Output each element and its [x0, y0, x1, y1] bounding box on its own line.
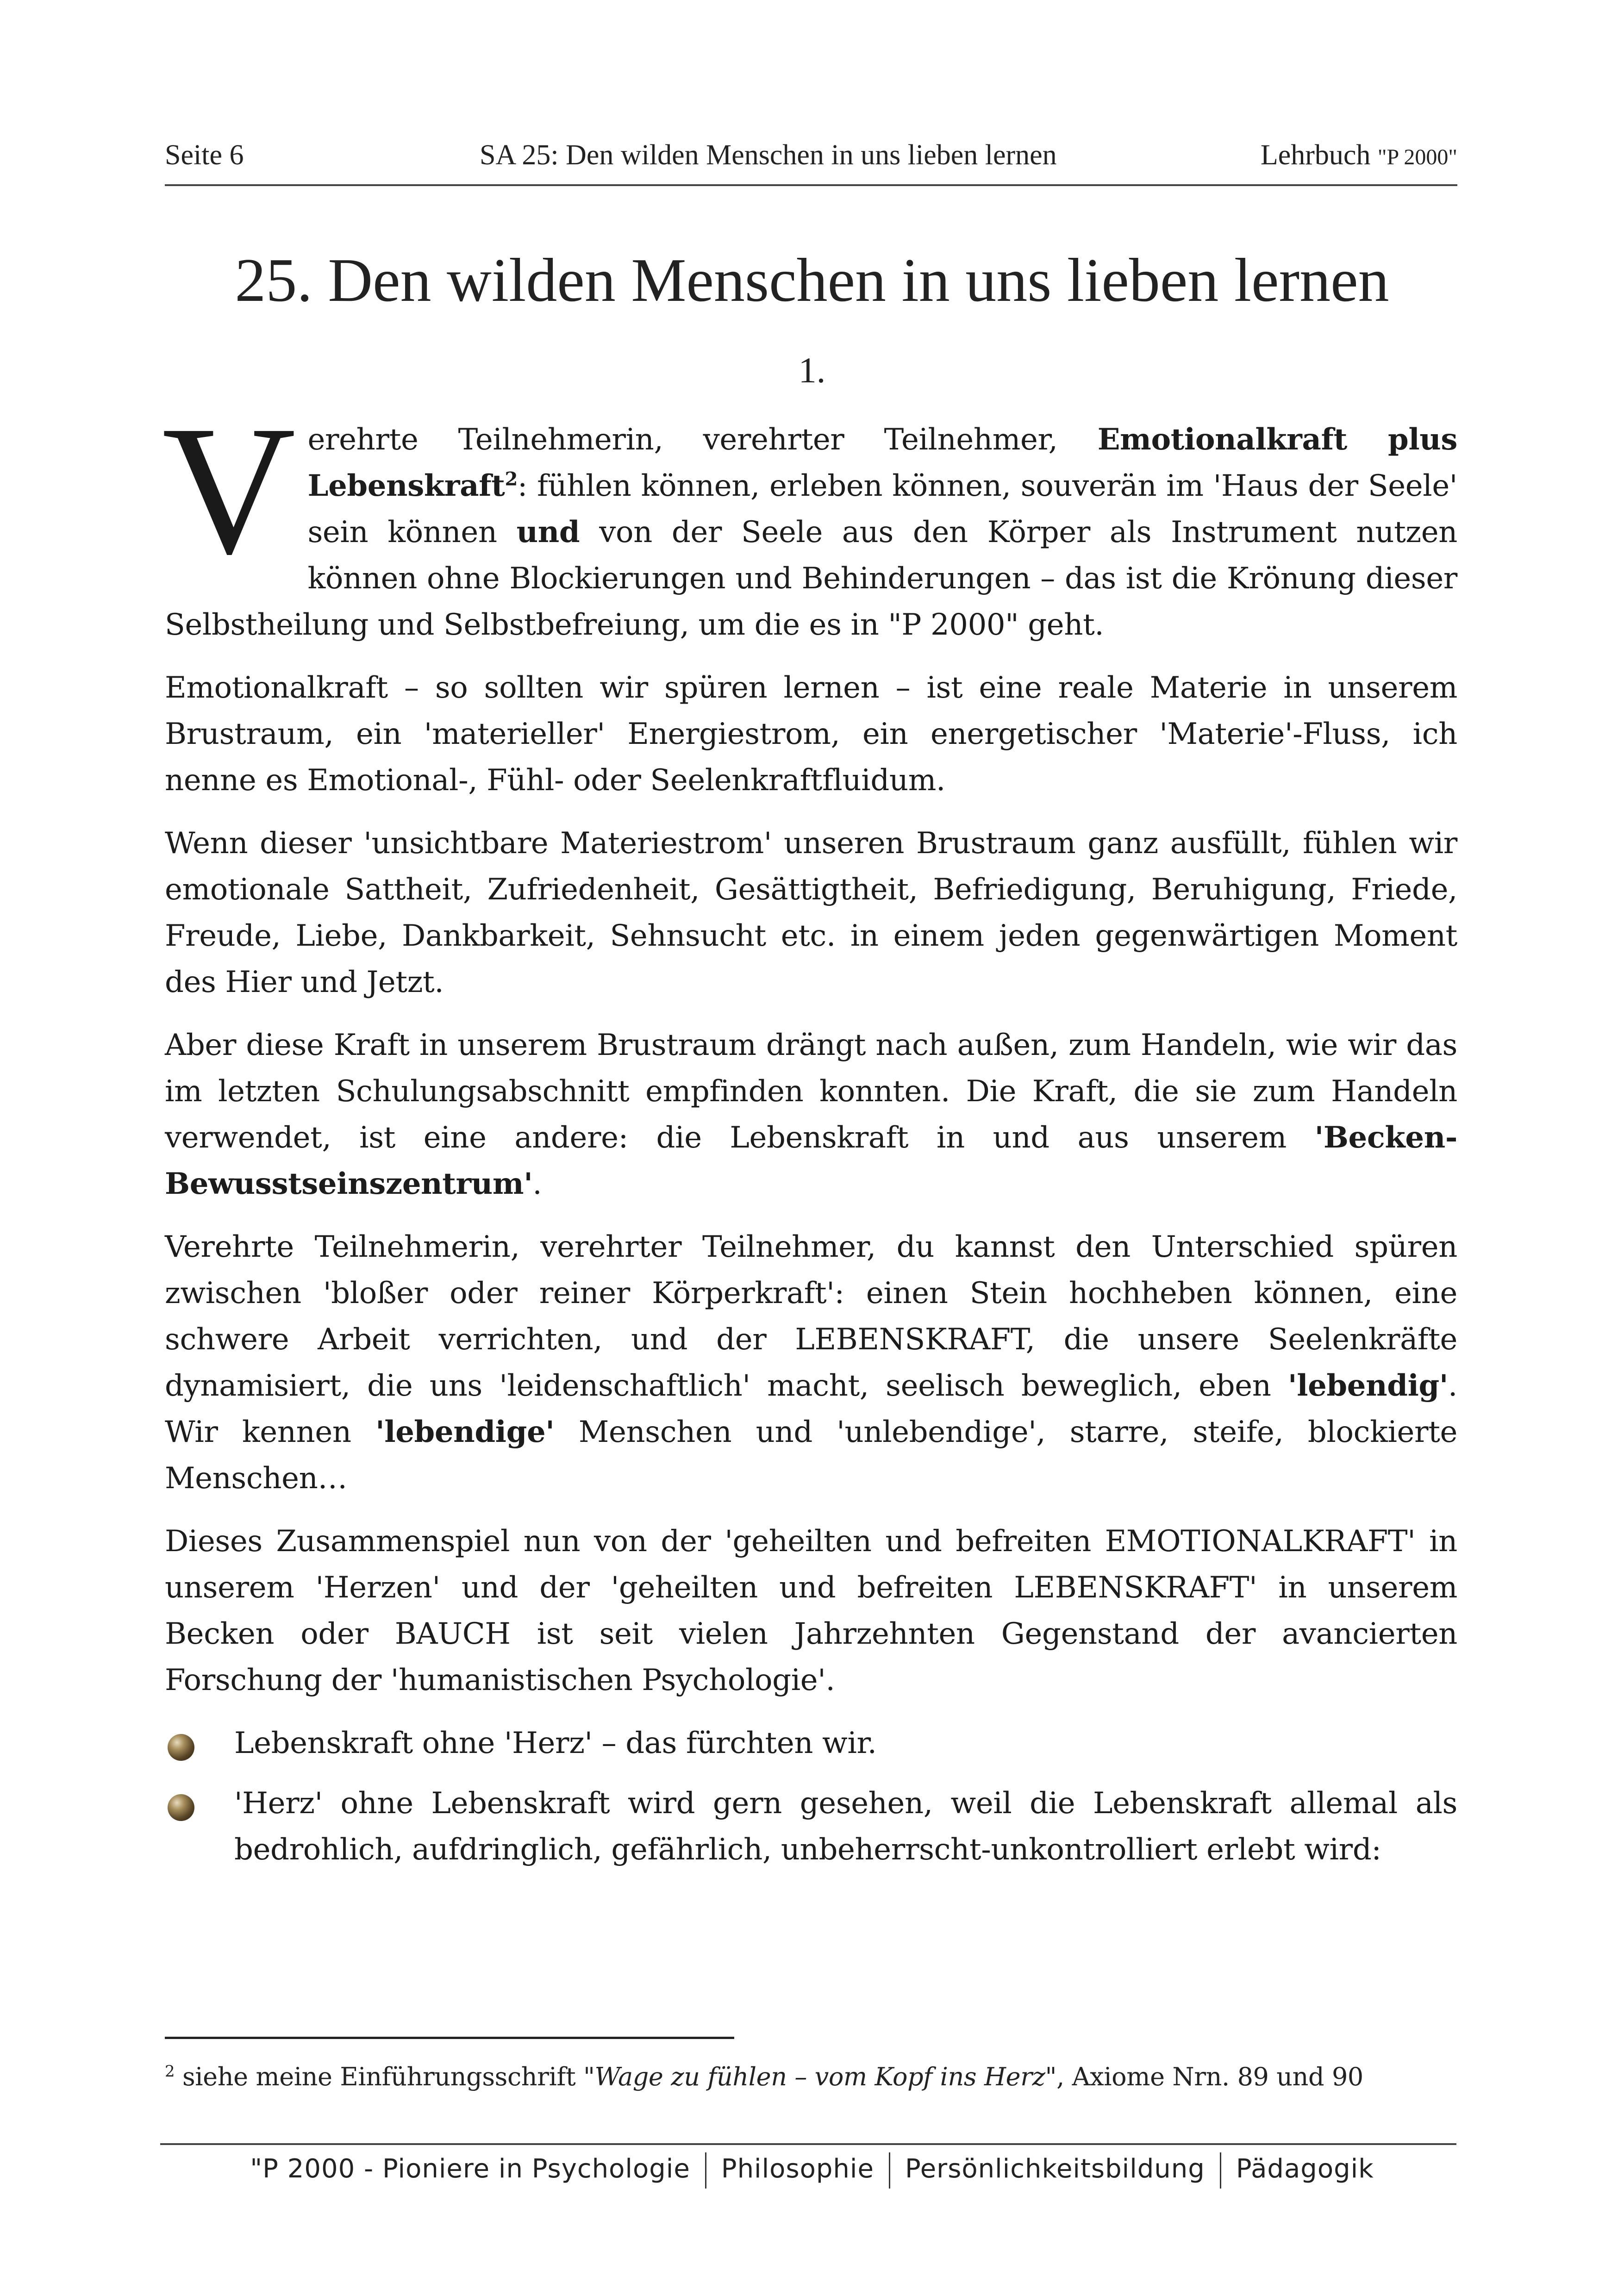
header-book-title — [1261, 139, 1457, 172]
drop-cap: V — [162, 387, 296, 592]
footer-item: Philosophie — [721, 2154, 874, 2184]
body-text — [162, 387, 1458, 1887]
bullet-ball-icon — [168, 1794, 194, 1821]
page-number: Seite 6 — [165, 139, 244, 171]
chapter-title: 25. Den wilden Menschen in uns lieben lernen — [235, 246, 1389, 314]
text-run: von der Seele aus den Körper als Instrument nutzen können ohne Blockierungen und Behinderungen – das ist die Krönung dieser Selbstheilung und Selbstbefreiung, um die es in "P 2000" geht. — [165, 515, 1458, 642]
list-item-text: 'Herz' ohne Lebenskraft wird gern gesehen, weil die Lebenskraft allemal als bedrohlich, aufdringlich, gefährlich, unbeherrscht-unkontrolliert erlebt wird: — [234, 1786, 1457, 1867]
paragraph-3: Wenn dieser 'unsichtbare Materiestrom' unseren Brustraum ganz ausfüllt, fühlen wir emotionale Sattheit, Zufriedenheit, Gesättigtheit, Befriedigung, Beruhigung, Friede, Freude, Liebe, Dankbarkeit, Sehnsucht etc. in einem jeden gegenwärtigen Moment des Hier und Jetzt. — [165, 826, 1457, 999]
paragraph-1 — [162, 387, 1458, 648]
header-section-title: SA 25: Den wilden Menschen in uns lieben lernen — [480, 139, 1057, 171]
text-run: Verehrte Teilnehmerin, verehrter Teilnehmer, du kannst den Unterschied spüren zwischen 'bloßer oder reiner Körperkraft': einen Stein hochheben können, eine schwere Arbeit verrichten, und der LEBENSKRAFT, die unsere Seelenkräfte dynamisiert, die uns 'leidenschaftlich' macht, seelisch beweglich, eben — [165, 1230, 1457, 1403]
book-prefix: Lehrbuch — [1260, 139, 1378, 171]
footnote-rule — [165, 2037, 734, 2039]
book-name: "P 2000" — [1377, 145, 1457, 169]
page-footer — [0, 2152, 1624, 2189]
footer-item: Persönlichkeitsbildung — [905, 2154, 1205, 2184]
header-rule — [165, 184, 1457, 186]
text-run: Aber diese Kraft in unserem Brustraum drängt nach außen, zum Handeln, wie wir das im letzten Schulungsabschnitt empfinden konnten. Die Kraft, die sie zum Handeln verwendet, ist eine andere: die Lebenskraft in und aus unserem — [165, 1028, 1457, 1155]
bold-phrase: 'Becken-Bewusstseinszentrum' — [165, 1120, 1457, 1201]
footnote-text: , Axiome Nrn. 89 und 90 — [1056, 2062, 1363, 2091]
running-header — [165, 139, 1457, 185]
bullet-ball-icon — [168, 1734, 194, 1761]
footer-item: Pädagogik — [1236, 2154, 1374, 2184]
text-run: Menschen und 'unlebendige', starre, steife, blockierte Menschen… — [165, 1415, 1457, 1496]
footer-separator — [889, 2152, 890, 2189]
bold-word: 'lebendig' — [1288, 1368, 1449, 1403]
footnote-marker: 2 — [165, 2062, 175, 2081]
footnote — [165, 2062, 1457, 2091]
footnote-text: siehe meine Einführungsschrift — [175, 2062, 584, 2091]
text-run: erehrte Teilnehmerin, verehrter Teilnehmer, — [307, 423, 1098, 457]
list-item — [165, 1780, 1457, 1873]
paragraph-4 — [165, 1022, 1457, 1207]
paragraph-5 — [165, 1224, 1457, 1502]
list-item — [165, 1720, 1457, 1766]
footnote-title: "Wage zu fühlen – vom Kopf ins Herz" — [583, 2062, 1057, 2091]
list-item-text: Lebenskraft ohne 'Herz' – das fürchten wir. — [234, 1726, 877, 1760]
section-number: 1. — [798, 350, 826, 390]
footer-separator — [1220, 2152, 1221, 2189]
text-run: . — [532, 1167, 542, 1201]
bold-word: und — [516, 515, 580, 549]
footer-separator — [705, 2152, 706, 2189]
bold-phrase: Emotionalkraft plus Lebenskraft — [307, 422, 1457, 503]
footnote-reference[interactable]: 2 — [505, 468, 518, 490]
footer-item: "P 2000 - Pioniere in Psychologie — [250, 2154, 690, 2184]
footer-rule — [160, 2143, 1456, 2145]
bold-word: 'lebendige' — [375, 1415, 555, 1449]
paragraph-6: Dieses Zusammenspiel nun von der 'geheilten und befreiten EMOTIONALKRAFT' in unserem 'Herzen' und der 'geheilten und befreiten LEBENSKRAFT' in unserem Becken oder BAUCH ist seit vielen Jahrzehnten Gegenstand der avancierten Forschung der 'humanistischen Psychologie'. — [165, 1524, 1457, 1697]
text-run: : fühlen können, erleben können, souverän im 'Haus der Seele' sein können — [307, 469, 1457, 549]
text-run: . Wir kennen — [165, 1369, 1457, 1449]
bullet-list — [165, 1720, 1457, 1873]
paragraph-2: Emotionalkraft – so sollten wir spüren lernen – ist eine reale Materie in unserem Brustraum, ein 'materieller' Energiestrom, ein energetischer 'Materie'-Fluss, ich nenne es Emotional-, Fühl- oder Seelenkraftfluidum. — [165, 671, 1457, 798]
